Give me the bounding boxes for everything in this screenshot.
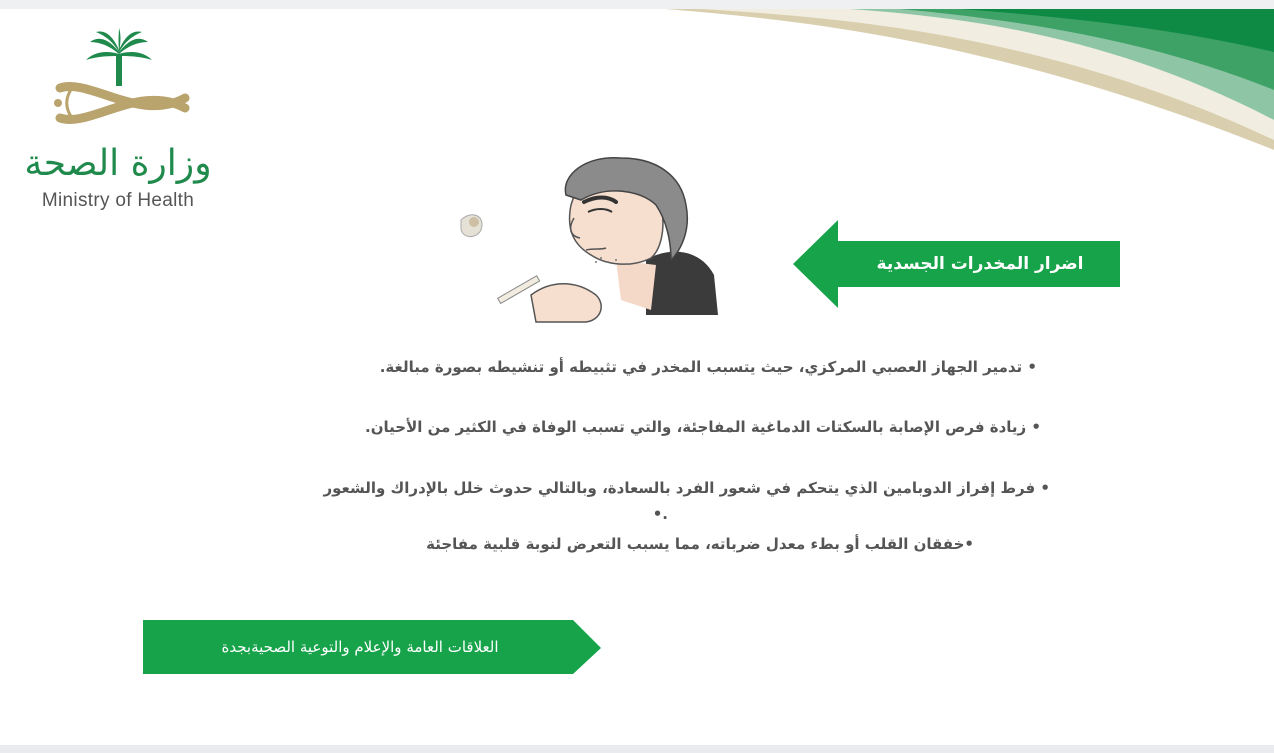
bullet-item: • تدمير الجهاز العصبي المركزي، حيث يتسبب المخدر في تثبيطه أو تنشيطه بصورة مبالغة. bbox=[379, 358, 1037, 376]
man-smoking-illustration-icon bbox=[456, 150, 756, 325]
bullet-item: •خفقان القلب أو بطء معدل ضرباته، مما يسبب التعرض لنوبة قلبية مفاجئة bbox=[426, 535, 974, 553]
palm-and-swords-emblem-icon bbox=[20, 28, 220, 143]
bullet-item: .• bbox=[652, 505, 668, 523]
logo-english-name: Ministry of Health bbox=[41, 190, 195, 211]
bottom-border bbox=[0, 745, 1274, 753]
page-title: اضرار المخدرات الجسدية bbox=[876, 254, 1084, 274]
bullet-item: • زيادة فرص الإصابة بالسكتات الدماغية المفاجئة، والتي تسبب الوفاة في الكثير من الأحيان. bbox=[365, 418, 1041, 436]
bullet-item: • فرط إفراز الدوبامين الذي يتحكم في شعور الفرد بالسعادة، وبالتالي حدوث خلل بالإدراك والشعور bbox=[323, 479, 1050, 497]
logo-arabic-name: وزارة الصحة bbox=[24, 143, 212, 184]
ministry-logo bbox=[20, 28, 220, 211]
footer-label: العلاقات العامة والإعلام والتوعية الصحيةبجدة bbox=[221, 638, 499, 656]
